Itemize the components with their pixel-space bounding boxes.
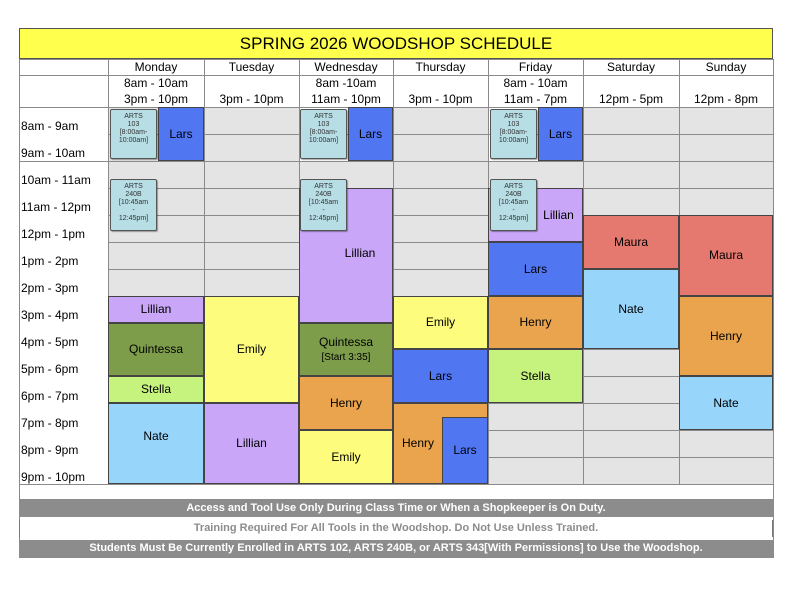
class-line: 103 (507, 121, 520, 128)
shift-wednesday-quintessa (299, 323, 393, 376)
hours-tuesday: 3pm - 10pm (219, 92, 284, 106)
shift-name: Henry (519, 315, 552, 329)
class-line: [10:45am (118, 199, 149, 206)
class-line: 10:00am] (308, 137, 339, 144)
shift-name: Lars (428, 368, 453, 383)
class-line: ARTS (314, 183, 333, 190)
time-label: 12pm - 1pm (21, 227, 86, 241)
shift-thursday-lars-late (442, 417, 488, 484)
shift-name: Nate (713, 395, 739, 410)
hours-monday-line2: 3pm - 10pm (123, 92, 189, 106)
hours-sunday: 12pm - 8pm (693, 92, 759, 106)
day-header-tuesday: Tuesday (228, 60, 275, 74)
shift-name: Henry (709, 328, 742, 343)
shift-sunday-maura (679, 215, 773, 296)
class-line: 103 (317, 121, 330, 128)
shift-friday-stella (488, 349, 583, 403)
time-label: 9pm - 10pm (21, 470, 86, 484)
class-line: 103 (127, 121, 140, 128)
class-box-arts240b-monday (110, 179, 157, 231)
time-label: 11am - 12pm (21, 200, 91, 214)
class-line: 12:45pm] (308, 215, 339, 222)
shift-name: Emily (236, 342, 267, 356)
time-label: 10am - 11am (21, 173, 91, 187)
schedule-title: SPRING 2026 WOODSHOP SCHEDULE (19, 28, 773, 59)
class-line: ARTS (124, 183, 143, 190)
shift-name: Lars (169, 126, 193, 141)
shift-saturday-maura (583, 215, 679, 269)
class-line: [10:45am (308, 199, 339, 206)
shift-name: Maura (708, 248, 743, 262)
day-header-friday: Friday (518, 60, 553, 74)
class-line: ARTS (314, 113, 333, 120)
class-line: [8:00am- (119, 129, 148, 136)
class-box-arts103-monday (110, 109, 157, 159)
hours-friday-line2: 11am - 7pm (503, 92, 568, 106)
shift-name: Quintessa (318, 334, 374, 349)
day-header-wednesday: Wednesday (314, 60, 378, 74)
day-header-monday: Monday (134, 60, 178, 74)
shift-monday-lars (158, 107, 204, 161)
time-label: 4pm - 5pm (21, 335, 79, 349)
class-box-arts240b-friday (490, 179, 537, 231)
shift-name: Lillian (140, 302, 172, 316)
notice-training: Training Required For All Tools in the Woodshop. Do Not Use Unless Trained. (19, 520, 773, 537)
hours-thursday: 3pm - 10pm (408, 92, 473, 106)
shift-note: [Start 3:35] (321, 351, 371, 363)
class-line: 12:45pm] (498, 215, 529, 222)
hours-wednesday-line1: 8am -10am (315, 76, 377, 90)
hours-wednesday-line2: 11am - 10pm (311, 92, 381, 106)
shift-name: Lillian (543, 207, 574, 222)
class-line: ARTS (504, 183, 523, 190)
time-label: 8pm - 9pm (21, 443, 79, 457)
shift-thursday-emily (393, 296, 488, 349)
shift-wednesday-lars (348, 107, 393, 161)
shift-name: Lars (453, 443, 477, 457)
class-line: [10:45am (498, 199, 529, 206)
shift-name: Nate (618, 301, 644, 316)
shift-name: Lars (548, 126, 573, 141)
day-header-saturday: Saturday (606, 60, 656, 74)
class-line: ARTS (504, 113, 523, 120)
time-label: 6pm - 7pm (21, 389, 79, 403)
hours-saturday: 12pm - 5pm (598, 92, 664, 106)
shift-name: Henry (329, 395, 362, 410)
class-line: [8:00am- (499, 129, 528, 136)
shift-thursday-lars (393, 349, 488, 403)
shift-name: Lars (358, 126, 383, 141)
shift-wednesday-emily (299, 430, 393, 484)
class-line: - (322, 207, 325, 214)
shift-name: Emily (425, 315, 456, 329)
shift-name: Lillian (236, 436, 267, 450)
time-label: 9am - 10am (21, 146, 86, 160)
day-header-sunday: Sunday (705, 60, 747, 74)
shift-name: Maura (613, 234, 648, 249)
shift-name: Quintessa (128, 342, 184, 356)
class-line: 12:45pm] (118, 215, 149, 222)
class-line: - (132, 207, 135, 214)
shift-friday-lars-afternoon (488, 242, 583, 296)
shift-name: Stella (520, 368, 551, 383)
shift-name: Nate (143, 428, 169, 443)
shift-friday-henry (488, 296, 583, 349)
shift-wednesday-henry (299, 376, 393, 430)
class-box-arts240b-wednesday (300, 179, 347, 231)
time-label: 3pm - 4pm (21, 308, 79, 322)
shift-name: Emily (331, 449, 361, 464)
shift-sunday-nate (679, 376, 773, 430)
class-line: ARTS (124, 113, 143, 120)
shift-monday-lillian (108, 296, 204, 323)
shift-tuesday-lillian (204, 403, 299, 484)
shift-name: Lillian (344, 246, 376, 260)
hours-monday-line1: 8am - 10am (123, 76, 189, 90)
class-line: 10:00am] (118, 137, 149, 144)
time-label: 7pm - 8pm (21, 416, 79, 430)
class-line: 240B (125, 191, 142, 198)
time-label: 1pm - 2pm (21, 254, 79, 268)
shift-sunday-henry (679, 296, 773, 376)
shift-name: Lars (523, 261, 548, 276)
class-line: [8:00am- (309, 129, 338, 136)
time-label: 2pm - 3pm (21, 281, 79, 295)
class-line: 240B (505, 191, 522, 198)
class-line: 240B (315, 191, 332, 198)
notice-access: Access and Tool Use Only During Class Time or When a Shopkeeper is On Duty. (19, 500, 773, 517)
time-label: 5pm - 6pm (21, 362, 79, 376)
time-label: 8am - 9am (21, 119, 79, 133)
day-header-thursday: Thursday (415, 60, 466, 74)
shift-monday-nate (108, 403, 204, 484)
shift-monday-stella (108, 376, 204, 403)
class-box-arts103-friday (490, 109, 537, 159)
class-line: 10:00am] (498, 137, 529, 144)
shift-tuesday-emily (204, 296, 299, 403)
hours-friday-line1: 8am - 10am (503, 76, 568, 90)
shift-monday-quintessa (108, 323, 204, 376)
class-line: - (512, 207, 515, 214)
class-box-arts103-wednesday (300, 109, 347, 159)
shift-name: Henry (402, 436, 435, 450)
shift-friday-lars (538, 107, 583, 161)
shift-saturday-nate (583, 269, 679, 349)
notice-enrollment: Students Must Be Currently Enrolled in ARTS 102, ARTS 240B, or ARTS 343[With Permissions] to Use the Woodshop. (19, 540, 773, 557)
shift-name: Stella (140, 382, 172, 396)
